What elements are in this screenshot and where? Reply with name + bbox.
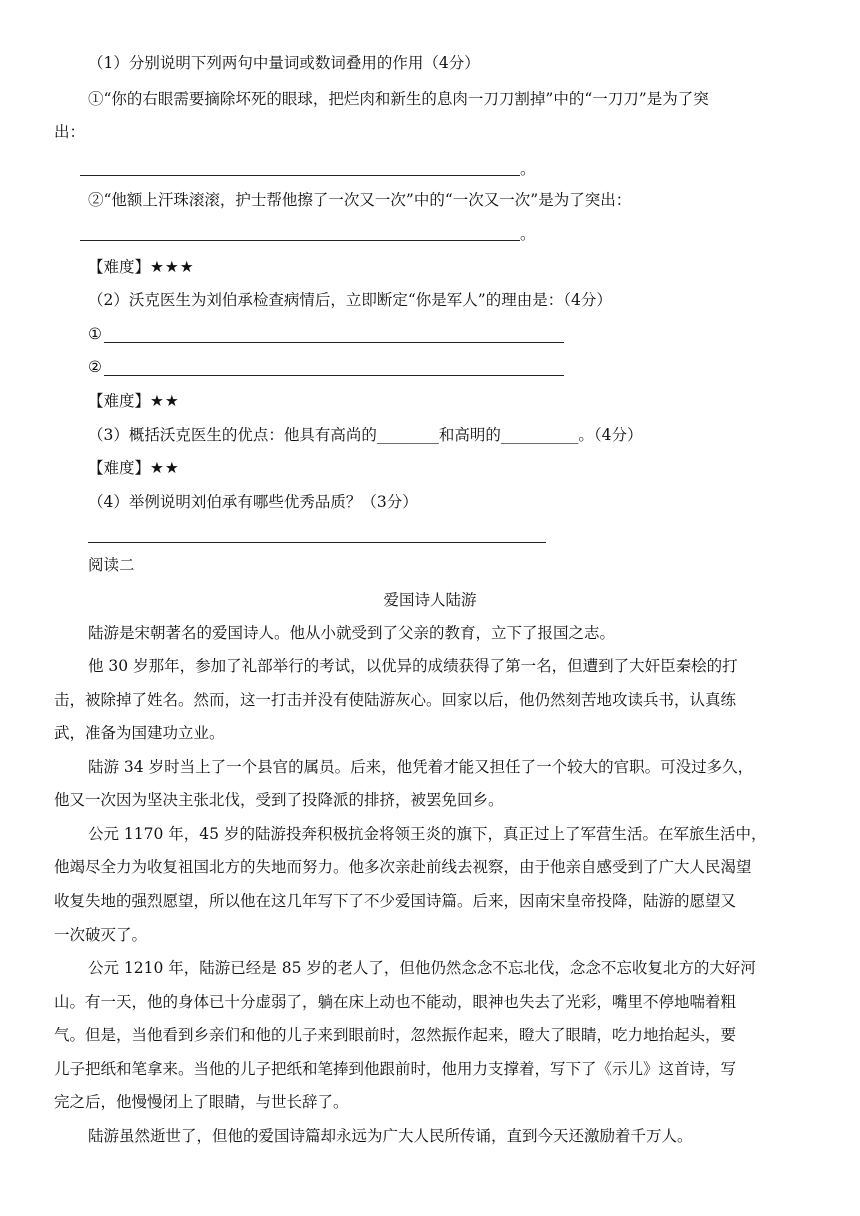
q2-marker-2: ② [88,358,102,376]
q4-heading: （4）举例说明刘伯承有哪些优秀品质？（3分） [88,493,418,511]
difficulty-label: 【难度】 [88,392,151,410]
passage-line: 陆游虽然逝世了，但他的爱国诗篇却永远为广大人民所传诵，直到今天还激励着千万人。 [88,1127,693,1145]
passage-line: 一次破灭了。 [54,926,148,944]
q3-text: （3）概括沃克医生的优点：他具有高尚的________和高明的__________。（4分） [88,426,643,444]
passage-line: 山。有一天，他的身体已十分虚弱了，躺在床上动也不能动，眼神也失去了光彩，嘴里不停地喘着粗 [54,993,737,1011]
passage-line: 他竭尽全力为收复祖国北方的失地而努力。他多次亲赴前线去视察，由于他亲自感受到了广大人民渴望 [54,858,752,876]
q1-item2-end: 。 [520,225,536,243]
passage-line: 陆游 34 岁时当上了一个县官的属员。后来，他凭着才能又担任了一个较大的官职。可没过多久， [88,758,754,776]
q1-item1-line2: 出： [54,123,86,141]
q2-answer-line-2[interactable] [104,375,564,376]
q2-heading: （2）沃克医生为刘伯承检查病情后，立即断定“你是军人”的理由是：（4分） [88,291,612,309]
passage-line: 儿子把纸和笔拿来。当他的儿子把纸和笔捧到他跟前时，他用力支撑着，写下了《示儿》这首诗，写 [54,1060,737,1078]
passage-line: 气。但是，当他看到乡亲们和他的儿子来到眼前时，忽然振作起来，瞪大了眼睛，吃力地抬起头，要 [54,1026,737,1044]
q1-item1-line1: ①“你的右眼需要摘除坏死的眼球，把烂肉和新生的息肉一刀刀割掉”中的“一刀刀”是为了突 [88,90,709,108]
passage-line: 完之后，他慢慢闭上了眼睛，与世长辞了。 [54,1093,349,1111]
passage-line: 收复失地的强烈愿望，所以他在这几年写下了不少爱国诗篇。后来，因南宋皇帝投降，陆游的愿望又 [54,892,737,910]
difficulty-1 [88,256,195,278]
difficulty-label: 【难度】 [88,258,151,276]
q2-marker-1: ① [88,325,102,343]
q1-item1-end: 。 [520,160,536,178]
q2-answer-line-1[interactable] [104,342,564,343]
difficulty-stars: ★★ [150,392,180,410]
passage-line: 他又一次因为坚决主张北伐，受到了投降派的排挤，被罢免回乡。 [54,791,504,809]
passage-title: 爱国诗人陆游 [383,591,477,609]
difficulty-3 [88,457,180,479]
section-heading: 阅读二 [88,556,135,574]
q1-item2-answer-line[interactable] [80,240,520,241]
passage-line: 公元 1210 年，陆游已经是 85 岁的老人了，但他仍然念念不忘北伐，念念不忘收复北方的大好河 [88,959,756,977]
passage-line: 陆游是宋朝著名的爱国诗人。他从小就受到了父亲的教育，立下了报国之志。 [88,624,616,642]
difficulty-2 [88,390,180,412]
passage-line: 他 30 岁那年，参加了礼部举行的考试，以优异的成绩获得了第一名，但遭到了大奸臣秦桧的打 [88,657,738,675]
passage-line: 击，被除掉了姓名。然而，这一打击并没有使陆游灰心。回家以后，他仍然刻苦地攻读兵书，认真练 [54,691,737,709]
passage-line: 武，准备为国建功立业。 [54,724,225,742]
q1-heading: （1）分别说明下列两句中量词或数词叠用的作用（4分） [88,54,480,72]
q4-answer-line[interactable] [88,542,546,543]
q1-item1-answer-line[interactable] [80,175,520,176]
difficulty-stars: ★★ [150,459,180,477]
difficulty-label: 【难度】 [88,459,151,477]
passage-line: 公元 1170 年，45 岁的陆游投奔积极抗金将领王炎的旗下，真正过上了军营生活。在军旅生活中， [88,825,767,843]
q1-item2: ②“他额上汗珠滚滚，护士帮他擦了一次又一次”中的“一次又一次”是为了突出： [88,191,632,209]
difficulty-stars: ★★★ [150,258,195,276]
